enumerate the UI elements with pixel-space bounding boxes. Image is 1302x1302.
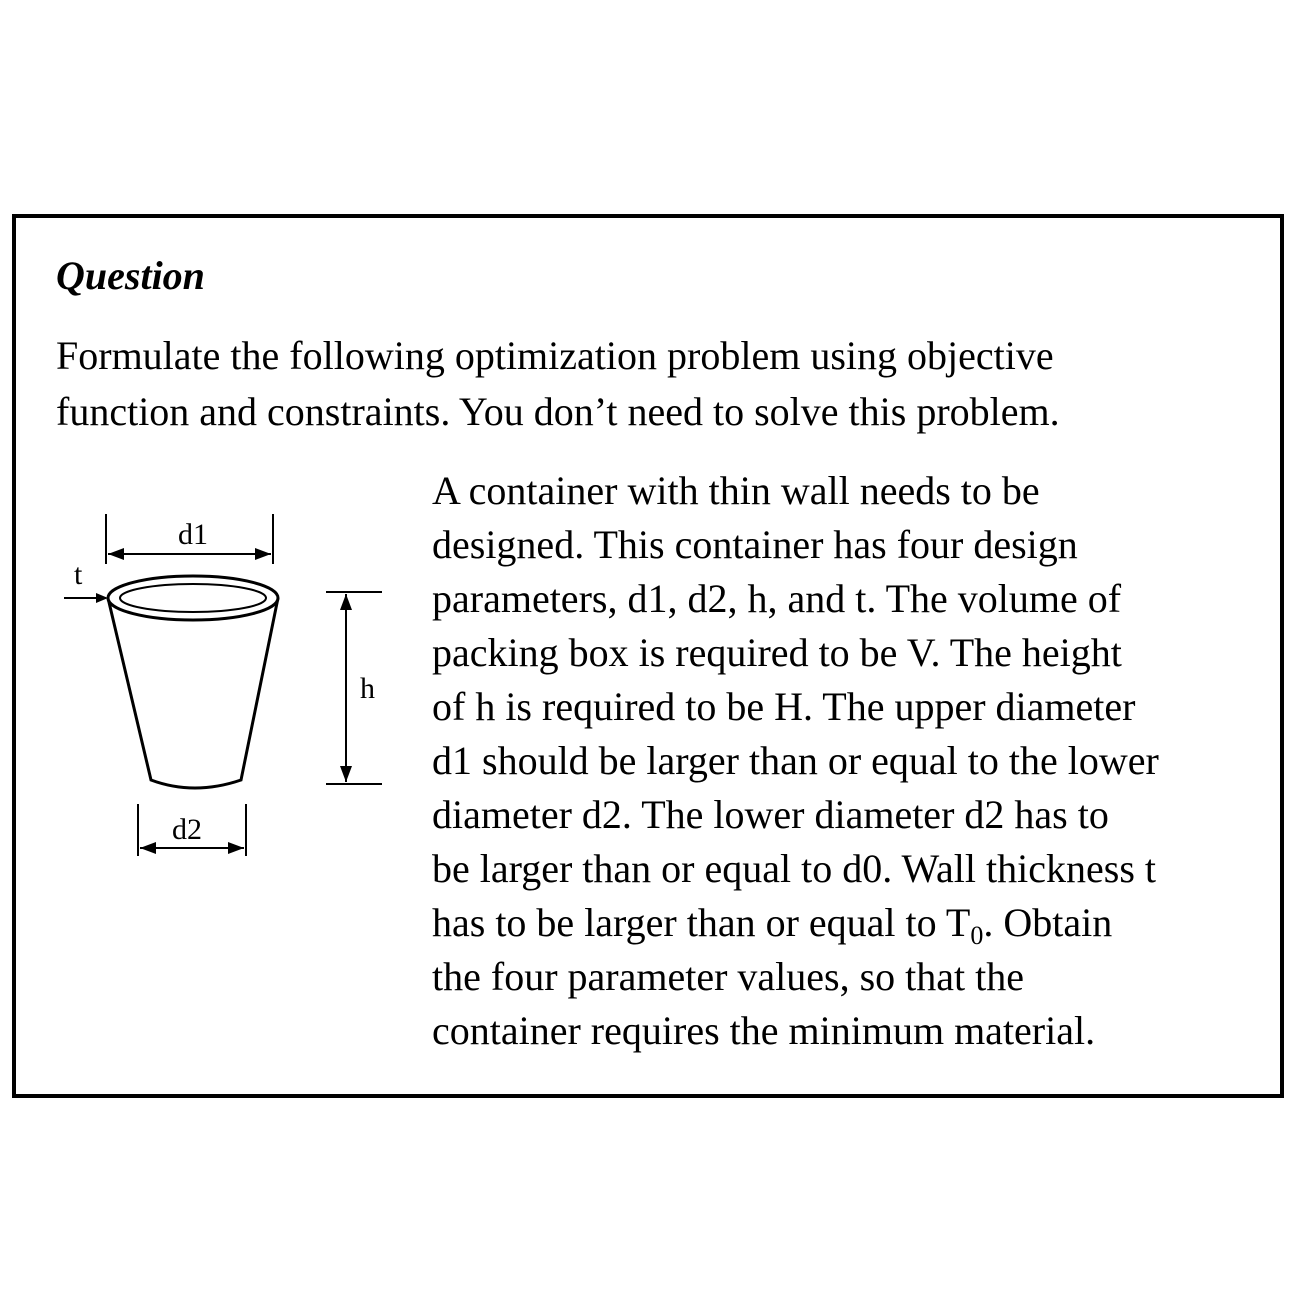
question-intro	[56, 328, 1256, 440]
d1-arrow-right	[255, 548, 271, 560]
body-line-1: A container with thin wall needs to be	[432, 468, 1040, 513]
intro-line-2: function and constraints. You don’t need to solve this problem.	[56, 389, 1060, 434]
body-line-3: parameters, d1, d2, h, and t. The volume of	[432, 576, 1122, 621]
d2-arrow-right	[228, 842, 244, 854]
t-arrow-head	[96, 593, 108, 603]
body-line-9	[432, 896, 1272, 950]
t0-subscript: 0	[970, 921, 984, 950]
h-arrow-top	[340, 594, 352, 610]
body-line-9-text: has to be larger than or equal to T	[432, 900, 971, 945]
d2-label: d2	[172, 813, 202, 846]
body-line-6: d1 should be larger than or equal to the lower	[432, 738, 1159, 783]
d1-arrow-left	[108, 548, 124, 560]
d1-label: d1	[178, 518, 208, 551]
body-line-9-tail: . Obtain	[983, 900, 1113, 945]
d2-arrow-left	[140, 842, 156, 854]
body-line-7: diameter d2. The lower diameter d2 has to	[432, 792, 1109, 837]
h-arrow-bottom	[340, 766, 352, 782]
container-rim-inner	[120, 584, 266, 612]
body-line-10: the four parameter values, so that the	[432, 954, 1024, 999]
body-line-5: of h is required to be H. The upper diameter	[432, 684, 1136, 729]
container-body	[108, 598, 278, 788]
question-box	[12, 214, 1284, 1098]
container-diagram	[56, 502, 396, 862]
intro-line-1: Formulate the following optimization problem using objective	[56, 333, 1054, 378]
question-heading: Question	[56, 253, 205, 298]
body-line-2: designed. This container has four design	[432, 522, 1078, 567]
body-line-4: packing box is required to be V. The height	[432, 630, 1122, 675]
body-line-11: container requires the minimum material.	[432, 1008, 1096, 1053]
question-body	[432, 464, 1272, 1058]
h-label: h	[360, 672, 375, 705]
t-label: t	[74, 558, 83, 591]
body-line-8: be larger than or equal to d0. Wall thickness t	[432, 846, 1157, 891]
